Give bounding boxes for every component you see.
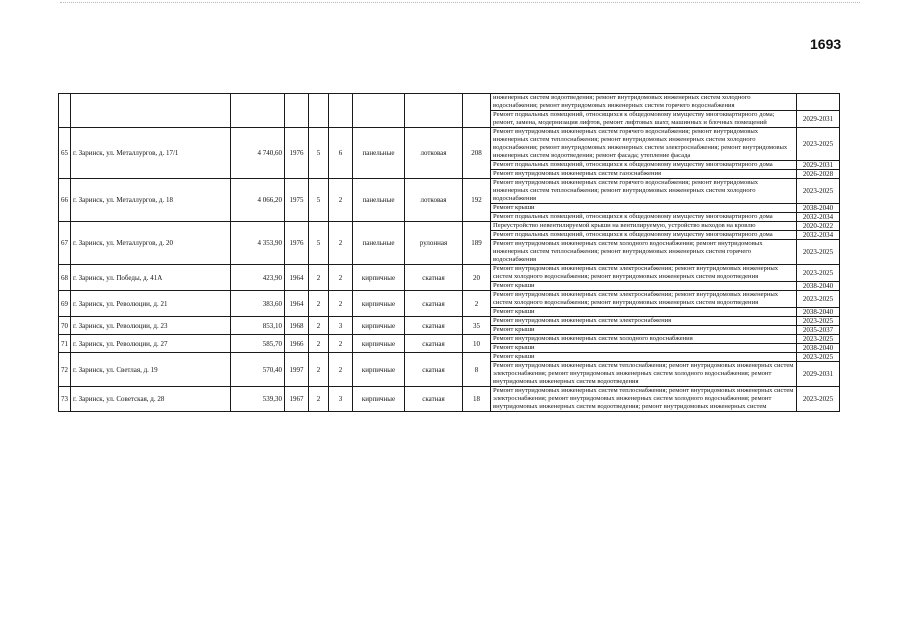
entrances-cell: 3 xyxy=(329,387,353,412)
wall-material-cell: панельные xyxy=(353,179,405,222)
repair-work-cell: Ремонт подвальных помещений, относящихся к общедомовому имуществу многоквартирного дома xyxy=(491,231,797,240)
table-row xyxy=(59,335,840,344)
table-row xyxy=(59,317,840,326)
repair-period-cell: 2029-2031 xyxy=(797,161,840,170)
entrances-cell: 2 xyxy=(329,335,353,353)
repair-period-cell xyxy=(797,94,840,111)
area-cell: 423,90 xyxy=(231,265,285,291)
row-number: 66 xyxy=(59,179,71,222)
repair-period-cell: 2023-2025 xyxy=(797,179,840,204)
row-number: 68 xyxy=(59,265,71,291)
entrances-cell: 3 xyxy=(329,317,353,335)
row-number xyxy=(59,94,71,128)
table-row xyxy=(59,291,840,308)
repair-work-cell: Ремонт внутридомовых инженерных систем электроснабжения xyxy=(491,317,797,326)
area-cell: 383,60 xyxy=(231,291,285,317)
row-number: 71 xyxy=(59,335,71,353)
row-number: 69 xyxy=(59,291,71,317)
entrances-cell: 2 xyxy=(329,179,353,222)
repair-period-cell: 2023-2025 xyxy=(797,387,840,412)
address-cell: г. Заринск, ул. Металлургов, д. 20 xyxy=(71,222,231,265)
repair-work-cell: Ремонт внутридомовых инженерных систем холодного водоснабжения; ремонт внутридомовых инженерных систем теплоснабжения; ремонт внутридомовых инженерных систем горячего водоснабжения xyxy=(491,240,797,265)
year-cell: 1976 xyxy=(285,222,309,265)
address-cell: г. Заринск, ул. Революции, д. 23 xyxy=(71,317,231,335)
wall-material-cell: кирпичные xyxy=(353,291,405,317)
repair-work-cell: Ремонт крыши xyxy=(491,204,797,213)
roof-type-cell: скатная xyxy=(405,353,463,387)
repair-work-cell: Ремонт подвальных помещений, относящихся к общедомовому имуществу многоквартирного дома; ремонт, замена, модернизация лифтов, ремонт лифтовых шахт, машинных и блочных помещений xyxy=(491,111,797,128)
repair-period-cell: 2023-2025 xyxy=(797,128,840,161)
apartments-cell xyxy=(463,94,491,128)
repair-work-cell: Ремонт внутридомовых инженерных систем холодного водоснабжения xyxy=(491,335,797,344)
repair-work-cell: инженерных систем водоотведения; ремонт внутридомовых инженерных систем холодного водоснабжения; ремонт внутридомовых инженерных систем горячего водоснабжения xyxy=(491,94,797,111)
repair-work-cell: Ремонт внутридомовых инженерных систем теплоснабжения; ремонт внутридомовых инженерных систем электроснабжения; ремонт внутридомовых инженерных систем холодного водоснабжения; ремонт внутридомовых инженерных систем водоотведения xyxy=(491,362,797,387)
repair-work-cell: Ремонт внутридомовых инженерных систем газоснабжения xyxy=(491,170,797,179)
apartments-cell: 10 xyxy=(463,335,491,353)
address-cell: г. Заринск, ул. Победы, д. 41А xyxy=(71,265,231,291)
repair-period-cell: 2023-2025 xyxy=(797,317,840,326)
roof-type-cell: скатная xyxy=(405,335,463,353)
repair-work-cell: Ремонт внутридомовых инженерных систем теплоснабжения; ремонт внутридомовых инженерных систем электроснабжения; ремонт внутридомовых инженерных систем холодного водоснабжения; ремонт внутридомовых инженерных систем водоотведения; ремонт внутридомовых инженерных систем xyxy=(491,387,797,412)
entrances-cell xyxy=(329,94,353,128)
roof-type-cell: скатная xyxy=(405,291,463,317)
repair-period-cell: 2023-2025 xyxy=(797,335,840,344)
table-row xyxy=(59,353,840,362)
capital-repair-table xyxy=(58,93,840,412)
year-cell: 1975 xyxy=(285,179,309,222)
entrances-cell: 2 xyxy=(329,222,353,265)
roof-type-cell: скатная xyxy=(405,387,463,412)
year-cell: 1968 xyxy=(285,317,309,335)
address-cell: г. Заринск, ул. Революции, д. 21 xyxy=(71,291,231,317)
area-cell: 853,10 xyxy=(231,317,285,335)
wall-material-cell xyxy=(353,94,405,128)
floors-cell: 2 xyxy=(309,291,329,317)
roof-type-cell xyxy=(405,94,463,128)
floors-cell: 2 xyxy=(309,387,329,412)
address-cell xyxy=(71,94,231,128)
apartments-cell: 18 xyxy=(463,387,491,412)
entrances-cell: 6 xyxy=(329,128,353,179)
repair-period-cell: 2026-2028 xyxy=(797,170,840,179)
table-row xyxy=(59,387,840,412)
row-number: 70 xyxy=(59,317,71,335)
wall-material-cell: панельные xyxy=(353,222,405,265)
entrances-cell: 2 xyxy=(329,265,353,291)
area-cell: 539,30 xyxy=(231,387,285,412)
row-number: 67 xyxy=(59,222,71,265)
repair-work-cell: Ремонт внутридомовых инженерных систем горячего водоснабжения; ремонт внутридомовых инженерных систем теплоснабжения; ремонт внутридомовых инженерных систем холодного водоснабжения xyxy=(491,179,797,204)
table-row xyxy=(59,94,840,111)
entrances-cell: 2 xyxy=(329,291,353,317)
wall-material-cell: кирпичные xyxy=(353,335,405,353)
repair-work-cell: Ремонт крыши xyxy=(491,282,797,291)
area-cell: 4 353,90 xyxy=(231,222,285,265)
year-cell: 1966 xyxy=(285,335,309,353)
repair-work-cell: Ремонт внутридомовых инженерных систем электроснабжения; ремонт внутридомовых инженерных систем холодного водоснабжения; ремонт внутридомовых инженерных систем водоотведения xyxy=(491,291,797,308)
repair-period-cell: 2032-2034 xyxy=(797,231,840,240)
wall-material-cell: кирпичные xyxy=(353,265,405,291)
wall-material-cell: кирпичные xyxy=(353,353,405,387)
floors-cell: 2 xyxy=(309,353,329,387)
repair-work-cell: Ремонт крыши xyxy=(491,326,797,335)
table-row xyxy=(59,179,840,204)
scan-artifact-line xyxy=(60,2,860,5)
area-cell xyxy=(231,94,285,128)
repair-period-cell: 2023-2025 xyxy=(797,291,840,308)
repair-period-cell: 2038-2040 xyxy=(797,282,840,291)
wall-material-cell: кирпичные xyxy=(353,387,405,412)
repair-work-cell: Ремонт внутридомовых инженерных систем горячего водоснабжения; ремонт внутридомовых инженерных систем теплоснабжения; ремонт внутридомовых инженерных систем холодного водоснабжения; ремонт внутридомовых инженерных систем электроснабжения; ремонт внутридомовых инженерных систем водоотведения; ремонт фасада; утепление фасада xyxy=(491,128,797,161)
table-row xyxy=(59,265,840,282)
address-cell: г. Заринск, ул. Революции, д. 27 xyxy=(71,335,231,353)
row-number: 73 xyxy=(59,387,71,412)
table-row xyxy=(59,222,840,231)
repair-period-cell: 2020-2022 xyxy=(797,222,840,231)
year-cell: 1976 xyxy=(285,128,309,179)
address-cell: г. Заринск, ул. Металлургов, д. 18 xyxy=(71,179,231,222)
apartments-cell: 8 xyxy=(463,353,491,387)
repair-period-cell: 2029-2031 xyxy=(797,111,840,128)
repair-period-cell: 2038-2040 xyxy=(797,204,840,213)
repair-period-cell: 2038-2040 xyxy=(797,308,840,317)
page-number: 1693 xyxy=(810,36,842,52)
apartments-cell: 20 xyxy=(463,265,491,291)
repair-work-cell: Ремонт крыши xyxy=(491,308,797,317)
address-cell: г. Заринск, ул. Светлая, д. 19 xyxy=(71,353,231,387)
area-cell: 4 740,60 xyxy=(231,128,285,179)
year-cell: 1964 xyxy=(285,291,309,317)
floors-cell: 5 xyxy=(309,222,329,265)
year-cell: 1997 xyxy=(285,353,309,387)
repair-period-cell: 2029-2031 xyxy=(797,362,840,387)
year-cell: 1964 xyxy=(285,265,309,291)
repair-period-cell: 2035-2037 xyxy=(797,326,840,335)
apartments-cell: 2 xyxy=(463,291,491,317)
floors-cell: 2 xyxy=(309,265,329,291)
roof-type-cell: скатная xyxy=(405,317,463,335)
apartments-cell: 208 xyxy=(463,128,491,179)
table-row xyxy=(59,128,840,161)
repair-work-cell: Ремонт подвальных помещений, относящихся к общедомовому имуществу многоквартирного дома xyxy=(491,161,797,170)
repair-work-cell: Ремонт внутридомовых инженерных систем электроснабжения; ремонт внутридомовых инженерных систем холодного водоснабжения; ремонт внутридомовых инженерных систем водоотведения xyxy=(491,265,797,282)
apartments-cell: 192 xyxy=(463,179,491,222)
entrances-cell: 2 xyxy=(329,353,353,387)
floors-cell xyxy=(309,94,329,128)
roof-type-cell: лотковая xyxy=(405,179,463,222)
repair-period-cell: 2023-2025 xyxy=(797,240,840,265)
area-cell: 4 066,20 xyxy=(231,179,285,222)
repair-work-cell: Переустройство невентилируемой крыши на вентилируемую, устройство выходов на кровлю xyxy=(491,222,797,231)
repair-period-cell: 2038-2040 xyxy=(797,344,840,353)
roof-type-cell: скатная xyxy=(405,265,463,291)
area-cell: 570,40 xyxy=(231,353,285,387)
repair-period-cell: 2023-2025 xyxy=(797,265,840,282)
floors-cell: 2 xyxy=(309,317,329,335)
repair-work-cell: Ремонт подвальных помещений, относящихся к общедомовому имуществу многоквартирного дома xyxy=(491,213,797,222)
roof-type-cell: рулонная xyxy=(405,222,463,265)
repair-period-cell: 2032-2034 xyxy=(797,213,840,222)
floors-cell: 5 xyxy=(309,128,329,179)
address-cell: г. Заринск, ул. Металлургов, д. 17/1 xyxy=(71,128,231,179)
apartments-cell: 189 xyxy=(463,222,491,265)
area-cell: 585,70 xyxy=(231,335,285,353)
apartments-cell: 35 xyxy=(463,317,491,335)
repair-work-cell: Ремонт крыши xyxy=(491,353,797,362)
floors-cell: 2 xyxy=(309,335,329,353)
address-cell: г. Заринск, ул. Советская, д. 28 xyxy=(71,387,231,412)
year-cell: 1967 xyxy=(285,387,309,412)
floors-cell: 5 xyxy=(309,179,329,222)
repair-work-cell: Ремонт крыши xyxy=(491,344,797,353)
row-number: 72 xyxy=(59,353,71,387)
repair-period-cell: 2023-2025 xyxy=(797,353,840,362)
roof-type-cell: лотковая xyxy=(405,128,463,179)
year-cell xyxy=(285,94,309,128)
wall-material-cell: панельные xyxy=(353,128,405,179)
wall-material-cell: кирпичные xyxy=(353,317,405,335)
row-number: 65 xyxy=(59,128,71,179)
